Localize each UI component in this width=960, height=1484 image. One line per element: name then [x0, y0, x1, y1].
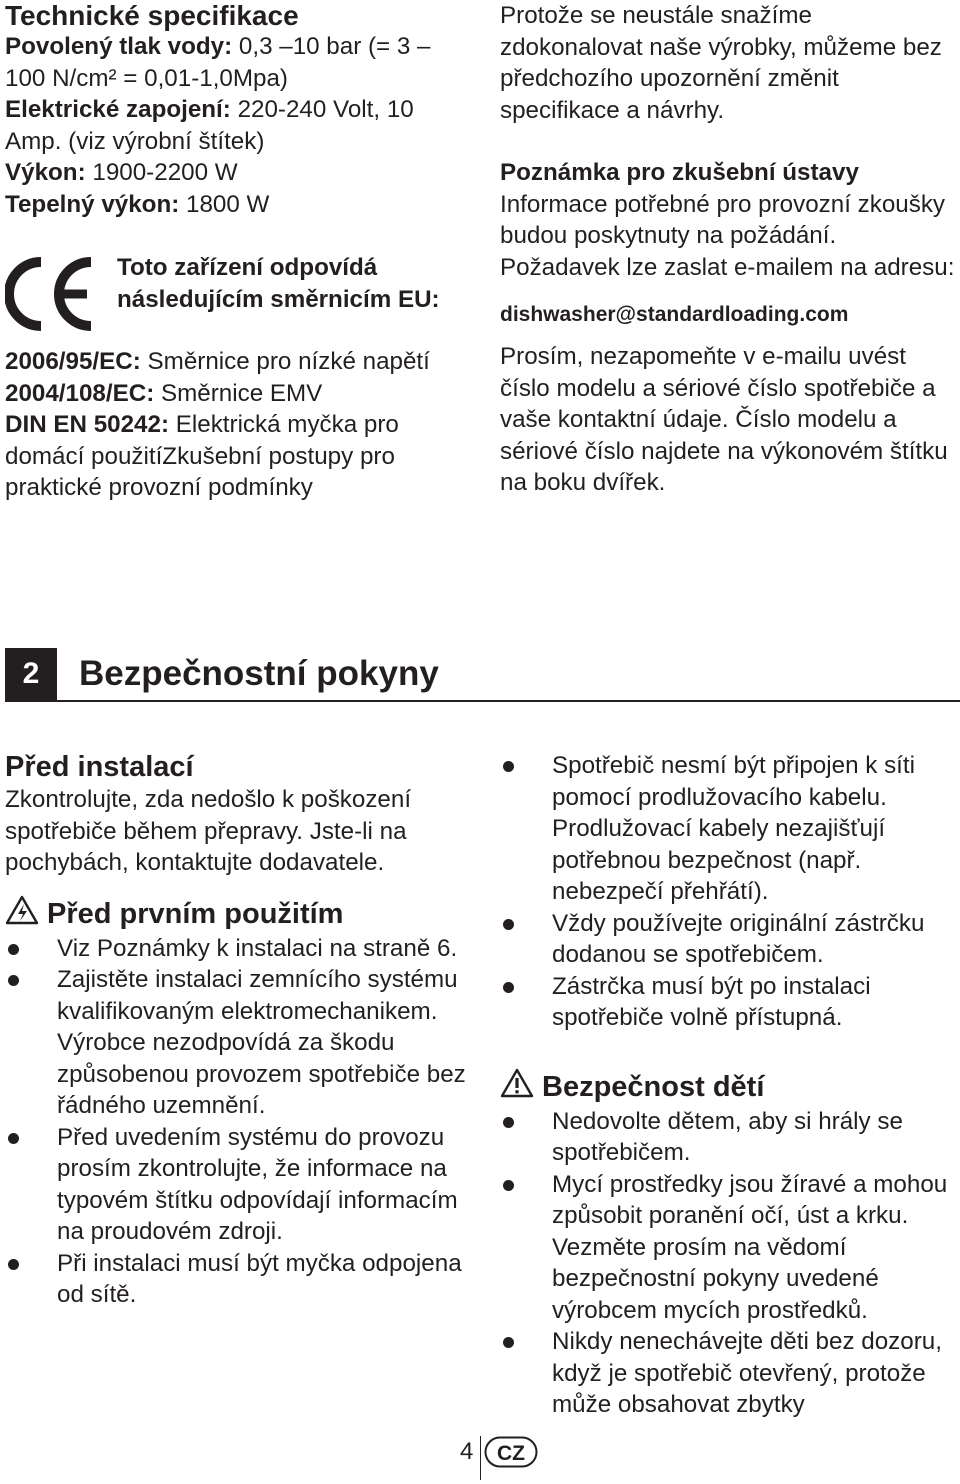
- list-item: Spotřebič nesmí být připojen k síti pomocí prodlužovacího kabelu. Prodlužovací kabely nezajišťují potřebnou bezpečnost (např. nebezpečí přehřátí).: [500, 750, 958, 908]
- directive-din: [5, 409, 475, 504]
- directive-din-value: Elektrická myčka pro domácí použitíZkušební postupy pro praktické provozní podmínky: [5, 411, 399, 501]
- list-item: Nikdy nenechávejte děti bez dozoru, když je spotřebič otevřený, protože může obsahovat zbytky: [500, 1326, 958, 1421]
- ce-compliance: [5, 252, 475, 346]
- safety-left-column: [5, 750, 475, 1311]
- footer-divider: [480, 1436, 481, 1480]
- first-use-list: [5, 933, 475, 1311]
- institutes-title: Poznámka pro zkušební ústavy: [500, 159, 859, 186]
- heat-value: 1800 W: [179, 190, 270, 218]
- directive-emc-value: Směrnice EMV: [154, 379, 323, 407]
- pressure-value: 0,3 –10 bar (= 3 – 100 N/cm² = 0,01-1,0Mpa): [5, 33, 431, 92]
- institutes-text: Informace potřebné pro provozní zkoušky budou poskytnuty na požádání. Požadavek lze zaslat e-mailem na adresu:: [500, 190, 955, 281]
- power-safety-list: [500, 750, 958, 1034]
- section-title: Bezpečnostní pokyny: [79, 654, 439, 693]
- page-footer: [460, 1436, 550, 1476]
- list-item: Vždy používejte originální zástrčku dodanou se spotřebičem.: [500, 908, 958, 971]
- directive-emc: [5, 378, 475, 410]
- section-number: 2: [5, 648, 57, 700]
- power-label: Výkon:: [5, 159, 86, 186]
- pressure-label: Povolený tlak vody:: [5, 33, 233, 60]
- child-safety-title: Bezpečnost dětí: [542, 1070, 765, 1103]
- list-item: Nedovolte dětem, aby si hrály se spotřebičem.: [500, 1106, 958, 1169]
- heat-label: Tepelný výkon:: [5, 190, 180, 218]
- contact-email[interactable]: dishwasher@standardloading.com: [500, 303, 849, 326]
- email-note: Prosím, nezapomeňte v e-mailu uvést číslo modelu a sériové číslo spotřebiče a vaše kontaktní údaje. Číslo modelu a sériové číslo najdete na výkonovém štítku na boku dvířek.: [500, 343, 948, 496]
- electric-warning-icon: [5, 895, 39, 933]
- list-item: Při instalaci musí být myčka odpojena od sítě.: [5, 1248, 475, 1311]
- first-use-title: Před prvním použitím: [47, 897, 344, 930]
- page-number: 4: [460, 1438, 474, 1465]
- language-badge: [484, 1436, 538, 1468]
- directive-din-label: DIN EN 50242:: [5, 411, 170, 438]
- before-install-text: Zkontrolujte, zda nedošlo k poškození spotřebiče během přepravy. Jste-li na pochybách, kontaktujte dodavatele.: [5, 786, 412, 876]
- tech-spec-title: Technické specifikace: [5, 0, 299, 31]
- pressure-spec: [5, 31, 475, 94]
- list-item: Viz Poznámky k instalaci na straně 6.: [5, 933, 475, 965]
- ce-mark-icon: [5, 254, 97, 343]
- first-use-heading: [5, 895, 475, 933]
- safety-right-column: [500, 750, 958, 1421]
- changes-note: Protože se neustále snažíme zdokonalovat naše výrobky, můžeme bez předchozího upozornění změnit specifikace a návrhy.: [500, 2, 942, 124]
- list-item: Zajistěte instalaci zemnícího systému kvalifikovaným elektromechanikem. Výrobce nezodpovídá za škodu způsobenou provozem spotřebiče bez řádného uzemnění.: [5, 964, 475, 1122]
- electric-value: 220-240 Volt, 10 Amp. (viz výrobní štítek): [5, 96, 414, 155]
- list-item: Před uvedením systému do provozu prosím zkontrolujte, že informace na typovém štítku odpovídají informacím na proudovém zdroji.: [5, 1122, 475, 1248]
- list-item: Mycí prostředky jsou žíravé a mohou způsobit poranění očí, úst a krku. Vezměte prosím na vědomí bezpečnostní pokyny uvedené výrobcem mycích prostředků.: [500, 1169, 958, 1327]
- list-item: Zástrčka musí být po instalaci spotřebiče volně přístupná.: [500, 971, 958, 1034]
- electric-spec: [5, 94, 475, 157]
- directive-emc-label: 2004/108/EC:: [5, 379, 155, 407]
- power-value: 1900-2200 W: [85, 159, 238, 186]
- child-safety-heading: [500, 1068, 958, 1106]
- directive-lv: [5, 346, 475, 378]
- directive-lv-label: 2006/95/EC:: [5, 348, 141, 375]
- warning-triangle-icon: [500, 1068, 534, 1106]
- before-install-title: Před instalací: [5, 751, 194, 783]
- language-code: CZ: [497, 1442, 525, 1465]
- heat-spec: [5, 189, 475, 221]
- power-spec: [5, 157, 475, 189]
- child-safety-list: [500, 1106, 958, 1421]
- notes-column: [500, 0, 955, 499]
- section-header: [5, 648, 960, 702]
- directive-lv-value: Směrnice pro nízké napětí: [140, 348, 430, 375]
- ce-text: Toto zařízení odpovídá následujícím směrnicím EU:: [117, 254, 440, 313]
- electric-label: Elektrické zapojení:: [5, 96, 231, 123]
- tech-spec-column: [5, 0, 475, 504]
